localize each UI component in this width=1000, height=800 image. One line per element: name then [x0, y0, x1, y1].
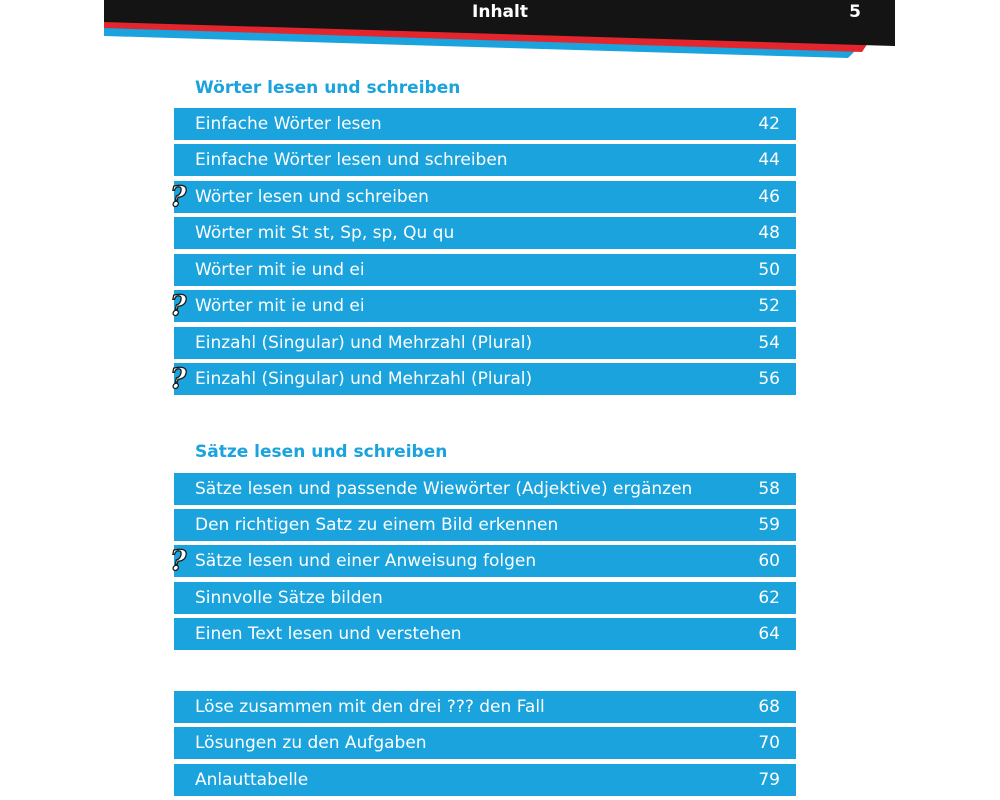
page-header — [0, 0, 1000, 62]
toc-entry-page: 70 — [758, 733, 780, 753]
toc-entry-label: Löse zusammen mit den drei ??? den Fall — [195, 697, 545, 717]
question-mark-icon: ? — [170, 289, 187, 322]
toc-entry-label: Den richtigen Satz zu einem Bild erkennen — [195, 515, 559, 535]
toc-entry-page: 68 — [758, 697, 780, 717]
toc-row[interactable] — [174, 108, 796, 140]
toc-row[interactable] — [174, 727, 796, 759]
toc-entry-label: Sätze lesen und einer Anweisung folgen — [195, 551, 537, 571]
toc-entry-label: Einzahl (Singular) und Mehrzahl (Plural) — [195, 369, 533, 389]
question-mark-icon: ? — [170, 544, 187, 577]
toc-entry-page: 79 — [758, 770, 780, 790]
toc-entry-page: 59 — [758, 515, 780, 535]
toc-row[interactable] — [170, 289, 796, 322]
toc-row[interactable] — [174, 254, 796, 286]
toc-entry-label: Wörter mit St st, Sp, sp, Qu qu — [195, 223, 455, 243]
toc-entry-label: Wörter lesen und schreiben — [195, 187, 429, 207]
toc-row[interactable] — [170, 180, 796, 213]
toc-entry-page: 60 — [758, 551, 780, 571]
toc-entry-page: 56 — [758, 369, 780, 389]
toc-entry-label: Wörter mit ie und ei — [195, 296, 365, 316]
toc-entry-page: 64 — [758, 624, 780, 644]
toc-row[interactable] — [174, 473, 796, 505]
toc-entry-label: Einfache Wörter lesen und schreiben — [195, 150, 508, 170]
page-number: 5 — [849, 2, 861, 22]
question-mark-icon: ? — [170, 180, 187, 213]
toc-entry-page: 46 — [758, 187, 780, 207]
toc-row[interactable] — [174, 144, 796, 176]
toc-row[interactable] — [174, 764, 796, 796]
toc-row[interactable] — [174, 618, 796, 650]
toc-entry-label: Einzahl (Singular) und Mehrzahl (Plural) — [195, 333, 533, 353]
toc-entry-page: 52 — [758, 296, 780, 316]
toc-row[interactable] — [174, 509, 796, 541]
toc-entry-label: Anlauttabelle — [195, 770, 309, 790]
toc-entry-label: Einfache Wörter lesen — [195, 114, 382, 134]
toc-entry-page: 62 — [758, 588, 780, 608]
toc-entry-label: Wörter mit ie und ei — [195, 260, 365, 280]
question-mark-icon: ? — [170, 362, 187, 395]
toc-row[interactable] — [174, 327, 796, 359]
toc-entry-label: Einen Text lesen und verstehen — [195, 624, 462, 644]
toc-row[interactable] — [170, 544, 796, 577]
toc-entry-label: Sätze lesen und passende Wiewörter (Adjektive) ergänzen — [195, 479, 693, 499]
toc-row[interactable] — [174, 217, 796, 249]
toc-entry-page: 42 — [758, 114, 780, 134]
toc-entry-page: 44 — [758, 150, 780, 170]
toc-row[interactable] — [174, 582, 796, 614]
toc-entry-page: 54 — [758, 333, 780, 353]
toc-entry-label: Sinnvolle Sätze bilden — [195, 588, 383, 608]
toc-entry-page: 58 — [758, 479, 780, 499]
section-title-saetze: Sätze lesen und schreiben — [195, 442, 448, 462]
toc-entry-page: 50 — [758, 260, 780, 280]
toc-entry-label: Lösungen zu den Aufgaben — [195, 733, 427, 753]
header-title: Inhalt — [472, 2, 528, 22]
section-title-woerter: Wörter lesen und schreiben — [195, 78, 461, 98]
toc-row[interactable] — [174, 691, 796, 723]
toc-entry-page: 48 — [758, 223, 780, 243]
toc-row[interactable] — [170, 362, 796, 395]
